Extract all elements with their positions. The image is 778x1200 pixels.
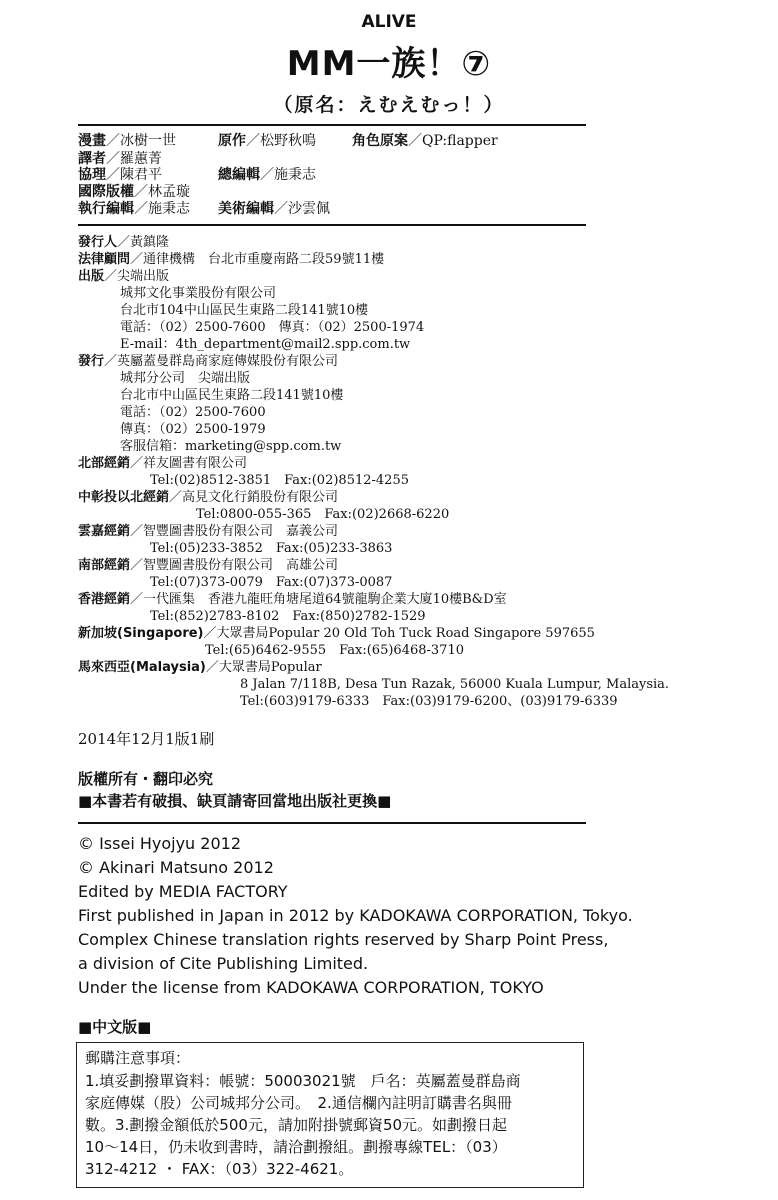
dist-line: 客服信箱：marketing@spp.com.tw [120,439,342,454]
divider [78,822,586,824]
press-line: 城邦文化事業股份有限公司 [120,286,277,301]
publisher: 發行人／黃鎮隆 [78,235,170,250]
hongkong-contact: Tel:(852)2783-8102 Fax:(850)2782-1529 [150,609,426,624]
division-note: a division of Cite Publishing Limited. [78,954,369,973]
order-line: 10～14日，仍未收到書時，請洽劃撥組。劃撥專線TEL：（03） [85,1138,507,1156]
press: 出版／尖端出版 [78,269,170,284]
credit-exec-editor: 執行編輯／施秉志 [78,201,190,217]
singapore-contact: Tel:(65)6462-9555 Fax:(65)6468-3710 [205,643,464,658]
dist-line: 傳真：（02）2500-1979 [120,422,266,437]
central-contact: Tel:0800-055-365 Fax:(02)2668-6220 [196,507,450,522]
singapore-distributor: 新加坡(Singapore)／大眾書局Popular 20 Old Toh Tuck Road Singapore 597655 [78,626,595,641]
press-line: 台北市104中山區民生東路二段141號10樓 [120,303,369,318]
credit-original: 原作／松野秋鳴 [218,133,316,149]
malaysia-address: 8 Jalan 7/118B, Desa Tun Razak, 56000 Kuala Lumpur, Malaysia. [240,677,670,692]
yunjia-distributor: 雲嘉經銷／智豐圖書股份有限公司 嘉義公司 [78,524,339,539]
north-distributor: 北部經銷／祥友圖書有限公司 [78,456,248,471]
north-contact: Tel:(02)8512-3851 Fax:(02)8512-4255 [150,473,409,488]
first-published: First published in Japan in 2012 by KADOKAWA CORPORATION, Tokyo. [78,906,633,925]
mail-order-box [76,1042,584,1188]
edition-date: 2014年12月1版1刷 [78,730,215,748]
south-distributor: 南部經銷／智豐圖書股份有限公司 高雄公司 [78,558,339,573]
defect-notice: ■本書若有破損、缺頁請寄回當地出版社更換■ [78,792,392,810]
credit-translator: 譯者／羅蕙菁 [78,151,162,167]
malaysia-contact: Tel:(603)9179-6333 Fax:(03)9179-6200、(03)9179-6339 [240,694,618,709]
distributor: 發行／英屬蓋曼群島商家庭傳媒股份有限公司 [78,354,339,369]
central-distributor: 中彰投以北經銷／高見文化行銷股份有限公司 [78,490,339,505]
order-line: 1.填妥劃撥單資料：帳號：50003021號 戶名：英屬蓋曼群島商 [85,1072,521,1090]
translation-rights: Complex Chinese translation rights reserved by Sharp Point Press, [78,930,609,949]
series-label: ALIVE [361,12,417,32]
chinese-edition-label: ■中文版■ [78,1018,152,1036]
credit-character: 角色原案／QP:flapper [352,133,498,149]
order-heading: 郵購注意事項： [85,1049,191,1067]
hongkong-distributor: 香港經銷／一代匯集 香港九龍旺角塘尾道64號龍駒企業大廈10樓B&D室 [78,592,507,607]
order-line: 數。3.劃撥金額低於500元，請加附掛號郵資50元。如劃撥日起 [85,1116,508,1134]
credit-coordination: 協理／陳君平 [78,167,162,183]
book-title: MM一族！⑦ [286,44,492,84]
order-line: 312-4212 ・ FAX：（03）322-4621。 [85,1160,354,1178]
dist-line: 城邦分公司 尖端出版 [120,371,251,386]
edited-by: Edited by MEDIA FACTORY [78,882,288,901]
license-from: Under the license from KADOKAWA CORPORATION, TOKYO [78,978,544,997]
dist-line: 台北市中山區民生東路二段141號10樓 [120,388,344,403]
rights-reserved: 版權所有・翻印必究 [78,770,214,788]
copyright-line: © Issei Hyojyu 2012 [78,834,241,853]
credit-chief-editor: 總編輯／施秉志 [218,167,316,183]
credit-intl-rights: 國際版權／林孟璇 [78,184,190,200]
divider [78,224,586,226]
south-contact: Tel:(07)373-0079 Fax:(07)373-0087 [150,575,393,590]
copyright-line: © Akinari Matsuno 2012 [78,858,274,877]
original-title: （原名：えむえむっ！） [273,94,505,116]
credit-manga: 漫畫／冰樹一世 [78,133,176,149]
legal-counsel: 法律顧問／通律機構 台北市重慶南路二段59號11樓 [78,252,385,267]
dist-line: 電話：（02）2500-7600 [120,405,266,420]
press-line: E-mail：4th_department@mail2.spp.com.tw [120,337,411,352]
yunjia-contact: Tel:(05)233-3852 Fax:(05)233-3863 [150,541,393,556]
malaysia-distributor: 馬來西亞(Malaysia)／大眾書局Popular [78,660,322,675]
credit-art-editor: 美術編輯／沙雲佩 [218,201,330,217]
order-line: 家庭傳媒（股）公司城邦分公司。 2.通信欄內註明訂購書名與冊 [85,1094,512,1112]
divider [78,124,586,126]
press-line: 電話：（02）2500-7600 傳真：（02）2500-1974 [120,320,425,335]
